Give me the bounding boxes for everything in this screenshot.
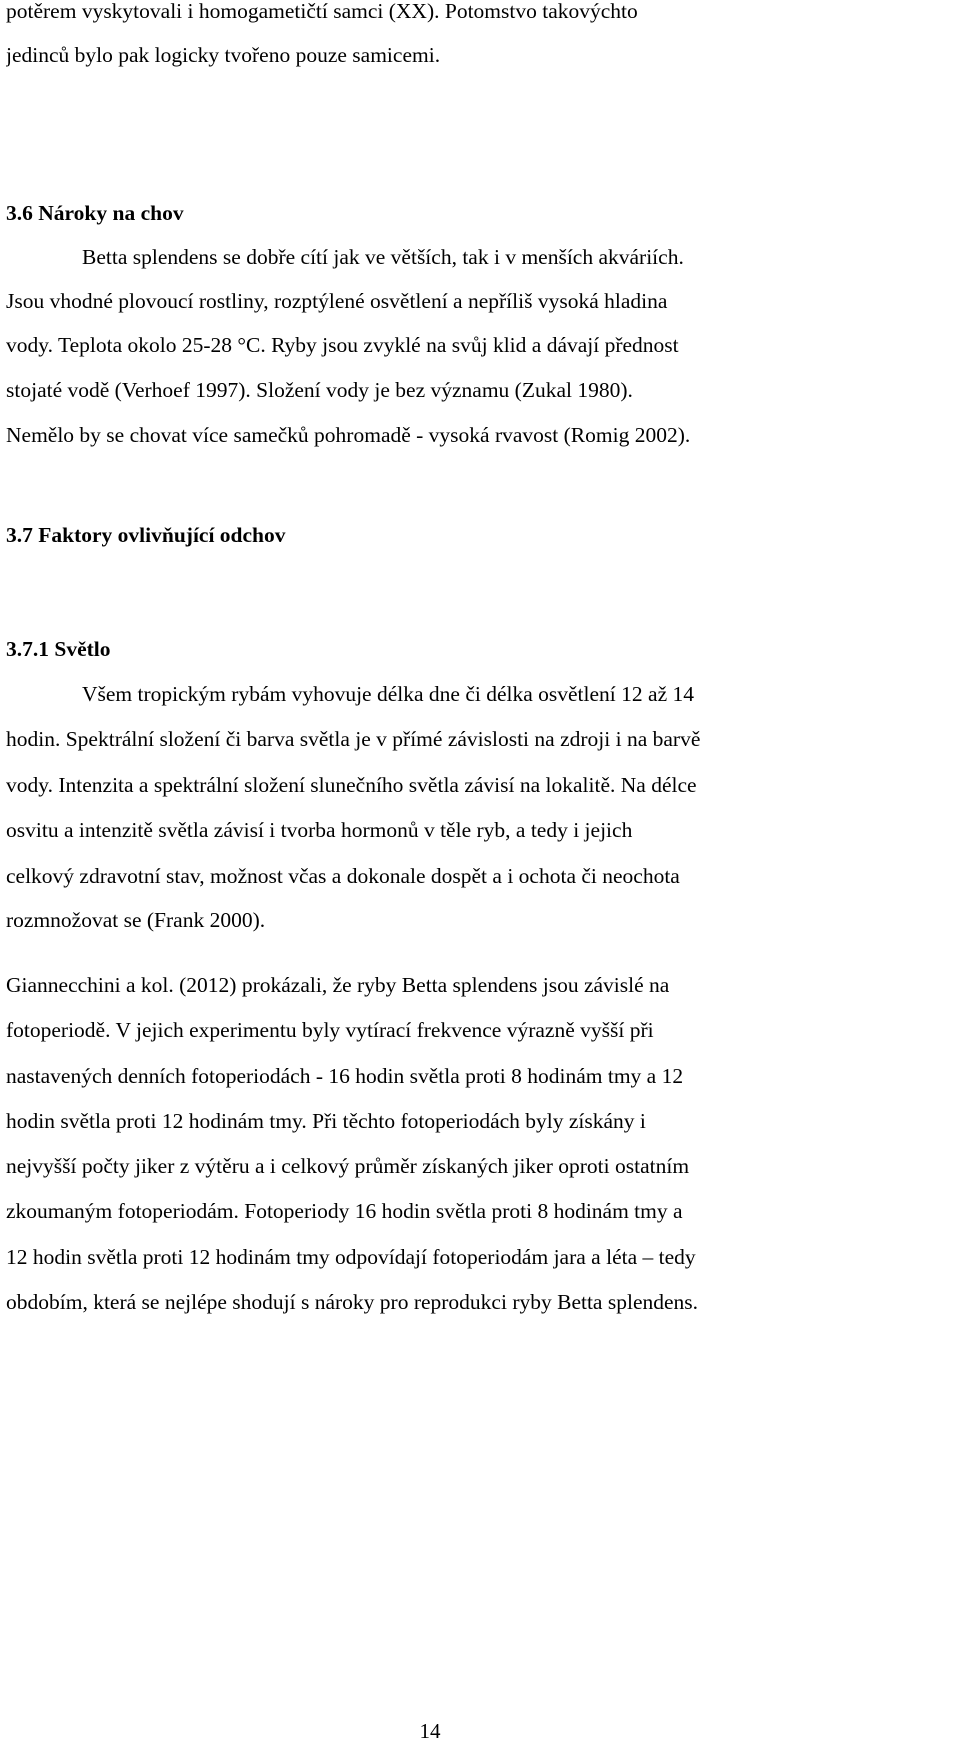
paragraph-2-line-1: Giannecchini a kol. (2012) prokázali, že ryby Betta splendens jsou závislé na [6,973,670,997]
paragraph-2-line-6: zkoumaným fotoperiodám. Fotoperiody 16 hodin světla proti 8 hodinám tmy a [6,1199,683,1223]
section-heading-3-6: 3.6 Nároky na chov [6,201,184,225]
paragraph-2-line-5: nejvyšší počty jiker z výtěru a i celkový průměr získaných jiker oproti ostatním [6,1154,690,1178]
paragraph-1-line-2: hodin. Spektrální složení či barva světla je v přímé závislosti na zdroji i na barvě [6,727,701,751]
paragraph-2-line-3: nastavených denních fotoperiodách - 16 hodin světla proti 8 hodinám tmy a 12 [6,1064,684,1088]
paragraph-2-line-8: obdobím, která se nejlépe shodují s nároky pro reprodukci ryby Betta splendens. [6,1290,699,1314]
paragraph-2-line-7: 12 hodin světla proti 12 hodinám tmy odpovídají fotoperiodám jara a léta – tedy [6,1245,696,1269]
page-number: 14 [419,1719,441,1743]
section-3-6-line-1: Betta splendens se dobře cítí jak ve větších, tak i v menších akváriích. [82,245,684,269]
paragraph-1-line-4: osvitu a intenzitě světla závisí i tvorba hormonů v těle ryb, a tedy i jejich [6,818,633,842]
section-3-6-line-2: Jsou vhodné plovoucí rostliny, rozptýlené osvětlení a nepříliš vysoká hladina [6,289,668,313]
section-heading-3-7-1: 3.7.1 Světlo [6,637,111,661]
paragraph-1-line-3: vody. Intenzita a spektrální složení slunečního světla závisí na lokalitě. Na délce [6,773,697,797]
paragraph-2-line-2: fotoperiodě. V jejich experimentu byly vytírací frekvence výrazně vyšší při [6,1018,654,1042]
intro-line-2: jedinců bylo pak logicky tvořeno pouze samicemi. [6,43,441,67]
section-3-6-line-3: vody. Teplota okolo 25-28 °C. Ryby jsou zvyklé na svůj klid a dávají přednost [6,333,679,357]
paragraph-1-line-6: rozmnožovat se (Frank 2000). [6,908,266,932]
paragraph-2-line-4: hodin světla proti 12 hodinám tmy. Při těchto fotoperiodách byly získány i [6,1109,646,1133]
paragraph-1-line-5: celkový zdravotní stav, možnost včas a dokonale dospět a i ochota či neochota [6,864,680,888]
intro-line-1: potěrem vyskytovali i homogametičtí samci (XX). Potomstvo takovýchto [6,0,638,23]
section-3-6-line-4: stojaté vodě (Verhoef 1997). Složení vody je bez významu (Zukal 1980). [6,378,633,402]
section-3-6-line-5: Nemělo by se chovat více samečků pohromadě - vysoká rvavost (Romig 2002). [6,423,691,447]
section-heading-3-7: 3.7 Faktory ovlivňující odchov [6,523,286,547]
paragraph-1-line-1: Všem tropickým rybám vyhovuje délka dne či délka osvětlení 12 až 14 [82,682,694,706]
